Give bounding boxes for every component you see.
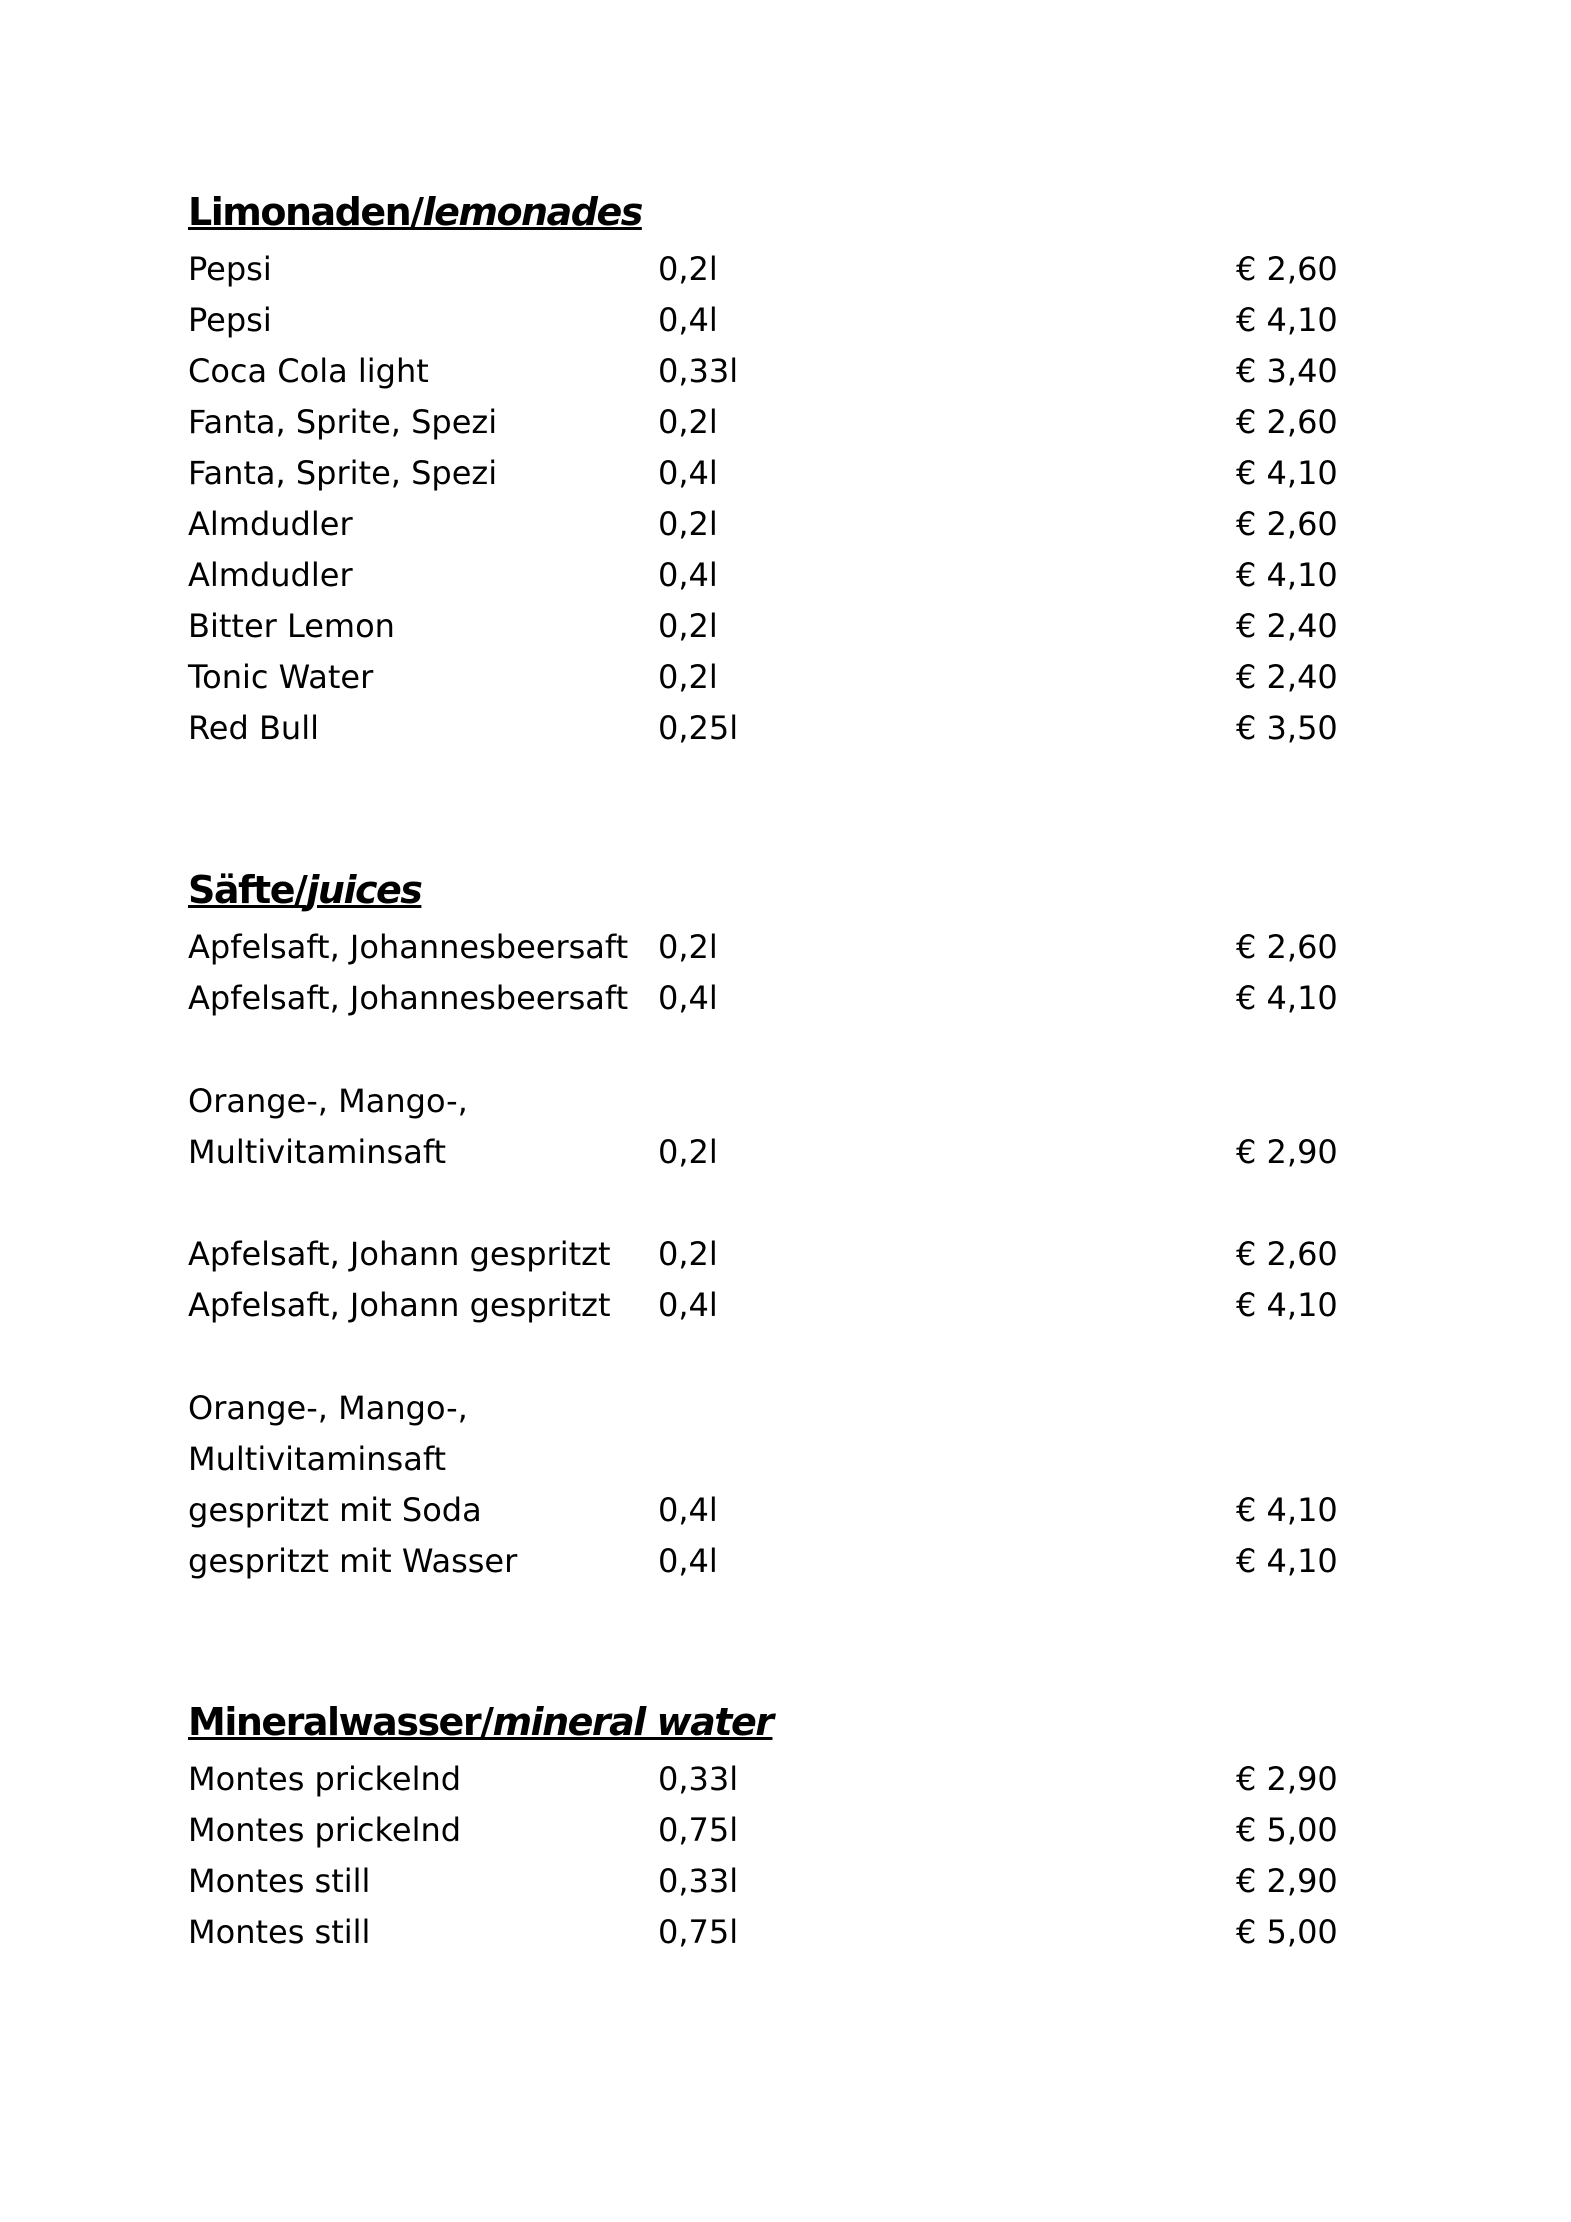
item-volume: 0,33l (658, 352, 739, 390)
item-name: gespritzt mit Soda (188, 1491, 482, 1529)
menu-row (188, 1434, 1388, 1485)
menu-row (188, 703, 1388, 754)
item-price: € 4,10 (1236, 979, 1338, 1017)
menu-row (188, 1754, 1388, 1805)
item-price: € 5,00 (1236, 1811, 1338, 1849)
item-price: € 4,10 (1236, 556, 1338, 594)
item-price: € 2,90 (1236, 1862, 1338, 1900)
heading-de: Mineralwasser/ (188, 1700, 493, 1744)
menu-row (188, 1856, 1388, 1907)
item-price: € 5,00 (1236, 1913, 1338, 1951)
item-volume: 0,2l (658, 1235, 718, 1273)
menu-row (188, 1383, 1388, 1434)
item-volume: 0,2l (658, 1133, 718, 1171)
item-price: € 2,60 (1236, 250, 1338, 288)
menu-row (188, 1280, 1388, 1331)
item-price: € 4,10 (1236, 1286, 1338, 1324)
item-name: Montes still (188, 1862, 371, 1900)
item-price: € 4,10 (1236, 1542, 1338, 1580)
item-name: Multivitaminsaft (188, 1133, 447, 1171)
section-heading-lemonades (188, 190, 642, 234)
item-volume: 0,25l (658, 709, 739, 747)
item-name: Almdudler (188, 505, 353, 543)
item-name: Apfelsaft, Johann gespritzt (188, 1286, 611, 1324)
heading-de: Limonaden/ (188, 190, 423, 234)
menu-row (188, 1536, 1388, 1587)
item-price: € 4,10 (1236, 1491, 1338, 1529)
item-volume: 0,33l (658, 1760, 739, 1798)
item-name: Fanta, Sprite, Spezi (188, 454, 498, 492)
menu-row (188, 499, 1388, 550)
menu-row (188, 1907, 1388, 1958)
item-price: € 2,60 (1236, 928, 1338, 966)
item-price: € 3,50 (1236, 709, 1338, 747)
item-volume: 0,2l (658, 505, 718, 543)
item-volume: 0,2l (658, 607, 718, 645)
item-volume: 0,4l (658, 1491, 718, 1529)
menu-row (188, 295, 1388, 346)
item-price: € 2,40 (1236, 658, 1338, 696)
item-price: € 2,60 (1236, 403, 1338, 441)
item-volume: 0,4l (658, 454, 718, 492)
item-name: Apfelsaft, Johannesbeersaft (188, 979, 629, 1017)
item-price: € 2,60 (1236, 505, 1338, 543)
menu-row (188, 601, 1388, 652)
menu-row (188, 922, 1388, 973)
menu-row (188, 397, 1388, 448)
heading-en: mineral water (492, 1700, 773, 1744)
item-name: Coca Cola light (188, 352, 429, 390)
item-volume: 0,4l (658, 1542, 718, 1580)
item-name: Almdudler (188, 556, 353, 594)
item-price: € 2,90 (1236, 1133, 1338, 1171)
item-name: Montes prickelnd (188, 1811, 462, 1849)
item-volume: 0,33l (658, 1862, 739, 1900)
item-volume: 0,4l (658, 1286, 718, 1324)
item-volume: 0,4l (658, 556, 718, 594)
item-price: € 4,10 (1236, 301, 1338, 339)
menu-row (188, 1229, 1388, 1280)
item-price: € 2,60 (1236, 1235, 1338, 1273)
item-volume: 0,2l (658, 403, 718, 441)
item-price: € 2,90 (1236, 1760, 1338, 1798)
item-name: Multivitaminsaft (188, 1440, 447, 1478)
heading-de: Säfte/ (188, 868, 307, 912)
item-name: Montes prickelnd (188, 1760, 462, 1798)
section-heading-mineral-water (188, 1700, 772, 1744)
heading-en: juices (306, 868, 422, 912)
item-name: Red Bull (188, 709, 319, 747)
item-name: Bitter Lemon (188, 607, 395, 645)
item-name: Pepsi (188, 301, 272, 339)
menu-row (188, 652, 1388, 703)
menu-row (188, 1127, 1388, 1178)
item-volume: 0,2l (658, 250, 718, 288)
menu-row (188, 448, 1388, 499)
item-name: gespritzt mit Wasser (188, 1542, 518, 1580)
item-name: Apfelsaft, Johann gespritzt (188, 1235, 611, 1273)
item-name: Apfelsaft, Johannesbeersaft (188, 928, 629, 966)
item-name: Orange-, Mango-, (188, 1389, 468, 1427)
item-price: € 4,10 (1236, 454, 1338, 492)
menu-row (188, 1076, 1388, 1127)
item-name: Orange-, Mango-, (188, 1082, 468, 1120)
menu-row (188, 550, 1388, 601)
item-price: € 2,40 (1236, 607, 1338, 645)
item-volume: 0,75l (658, 1811, 739, 1849)
menu-row (188, 1485, 1388, 1536)
item-price: € 3,40 (1236, 352, 1338, 390)
menu-row (188, 244, 1388, 295)
item-name: Tonic Water (188, 658, 374, 696)
menu-row (188, 973, 1388, 1024)
item-name: Fanta, Sprite, Spezi (188, 403, 498, 441)
item-name: Pepsi (188, 250, 272, 288)
item-volume: 0,2l (658, 658, 718, 696)
item-volume: 0,4l (658, 301, 718, 339)
item-volume: 0,4l (658, 979, 718, 1017)
item-volume: 0,75l (658, 1913, 739, 1951)
section-heading-juices (188, 868, 421, 912)
item-volume: 0,2l (658, 928, 718, 966)
heading-en: lemonades (422, 190, 642, 234)
menu-row (188, 346, 1388, 397)
item-name: Montes still (188, 1913, 371, 1951)
menu-row (188, 1805, 1388, 1856)
